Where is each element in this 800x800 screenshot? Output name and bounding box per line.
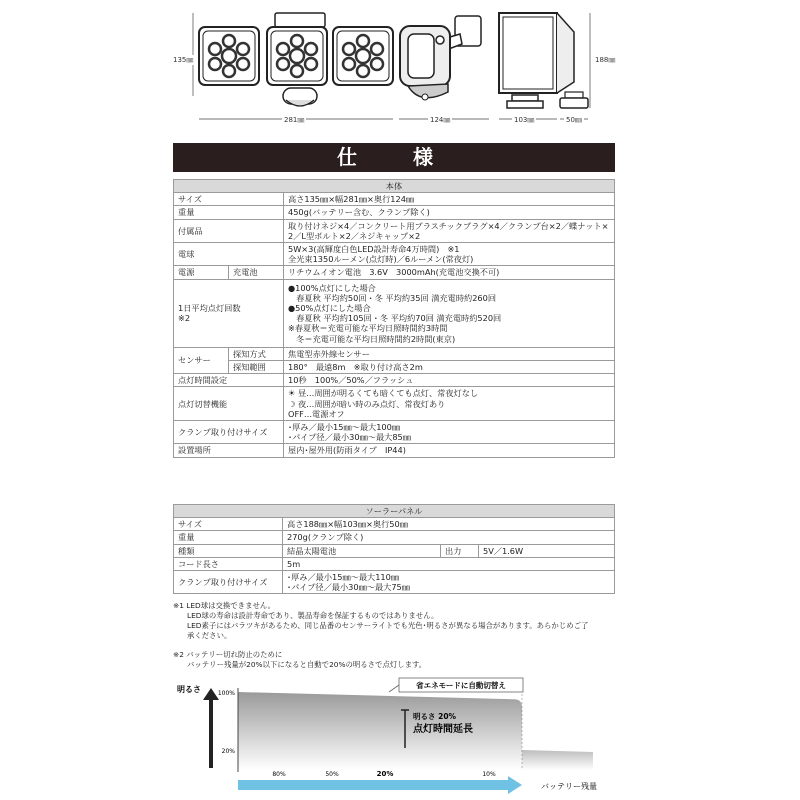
y-tick-label: 20% <box>221 748 235 755</box>
table-row <box>174 531 615 544</box>
row-label: 付属品 <box>174 219 284 242</box>
panel-width-label: 103㎜ <box>514 116 535 124</box>
clamp-line: ･厚み／最小15㎜～最大110㎜ <box>287 572 400 583</box>
row-value: 5m <box>283 557 615 570</box>
body-depth-label: 124㎜ <box>430 116 451 124</box>
body-height-label: 135㎜ <box>173 56 194 64</box>
table-row <box>174 347 615 360</box>
row-value: 5V／1.6W <box>479 544 615 557</box>
row-label: コード長さ <box>174 557 283 570</box>
row-label: 点灯時間設定 <box>174 374 284 387</box>
row-label: 重量 <box>174 206 284 219</box>
panel-height-label: 188㎜ <box>595 56 616 64</box>
row-label: クランプ取り付けサイズ <box>174 421 284 444</box>
area-full-brightness <box>238 692 522 770</box>
clamp-line: ･厚み／最小15㎜～最大100㎜ <box>288 422 401 433</box>
clamp-line: ･パイプ径／最小30㎜～最大75㎜ <box>287 582 410 593</box>
row-label: 種類 <box>174 544 283 557</box>
clamp-line: ･パイプ径／最小30㎜～最大85㎜ <box>288 432 411 443</box>
solar-spec-table <box>173 504 615 594</box>
brightness-chart-svg <box>173 670 615 800</box>
panel-depth-label: 50㎜ <box>566 116 582 124</box>
row-value: 270g(クランプ除く) <box>283 531 615 544</box>
note-line: バッテリー残量が20%以下になると自動で20%の明るさで点灯します。 <box>187 660 427 669</box>
row-value: 焦電型赤外線センサー <box>284 347 615 360</box>
accessories-line: 2／L型ボルト×2／ネジキャップ×2 <box>288 230 421 241</box>
table-row <box>174 444 615 457</box>
x-axis-label: バッテリー残量 <box>541 782 597 791</box>
switch-text: 昼…周囲が明るくても暗くても点灯、常夜灯なし <box>297 388 479 399</box>
y-axis-label: 明るさ <box>177 685 201 694</box>
chart-note: 点灯時間延長 <box>413 724 473 735</box>
table-row <box>174 518 615 531</box>
table-row <box>174 279 615 347</box>
table-row <box>174 557 615 570</box>
row-label <box>174 279 284 347</box>
note-line: ※1 LED球は交換できません。 <box>173 601 276 610</box>
brightness-chart <box>173 670 615 800</box>
note-line: LED球の寿命は設計寿命であり、製品寿命を保証するものではありません。 <box>187 611 439 620</box>
row-value <box>283 571 615 594</box>
footnote-2 <box>173 650 426 670</box>
row-label: 重量 <box>174 531 283 544</box>
callout-pointer <box>389 685 399 692</box>
row-label: サイズ <box>174 193 284 206</box>
table-row <box>174 544 615 557</box>
note-line: LED素子にはバラツキがあるため、同じ品番のセンサーライトでも光色･明るさが異なる場合があります。あらかじめご了 <box>187 621 589 630</box>
row-label: 電球 <box>174 243 284 266</box>
main-section-header: 本体 <box>174 180 615 193</box>
row-sublabel: 探知方式 <box>229 347 284 360</box>
product-drawings-svg <box>0 0 800 140</box>
solar-section-header: ソーラーパネル <box>174 505 615 518</box>
row-value: 結晶太陽電池 <box>283 544 441 557</box>
table-row <box>174 266 615 279</box>
side-view-drawing <box>400 16 481 100</box>
row-value <box>284 387 615 421</box>
bulb-line: 5W×3(高輝度白色LED設計寿命4万時間) ※1 <box>288 244 460 255</box>
table-row <box>174 571 615 594</box>
row-label: 設置場所 <box>174 444 284 457</box>
x-tick-label: 50% <box>325 771 339 778</box>
chart-note: 明るさ 20% <box>413 712 457 721</box>
row-label: クランプ取り付けサイズ <box>174 571 283 594</box>
y-axis-arrowhead <box>203 688 219 700</box>
table-row <box>174 374 615 387</box>
daily-label-line: 1日平均点灯回数 <box>178 303 241 314</box>
sun-icon: ☀ <box>288 388 296 399</box>
footnote-1 <box>173 601 588 641</box>
accessories-line: 取り付けネジ×4／コンクリート用プラスチックプラグ×4／クランプ台×2／蝶ナット× <box>288 220 609 231</box>
x-axis-arrowhead <box>508 776 522 794</box>
x-tick-label: 10% <box>482 771 496 778</box>
daily-line: 冬＝充電可能な平均日照時間約2時間(東京) <box>288 333 456 344</box>
daily-line: 春夏秋 平均約50回・冬 平均約35回 満充電時約260回 <box>288 292 497 303</box>
daily-line: ※春夏秋＝充電可能な平均日照時間約3時間 <box>288 323 448 334</box>
bulb-line: 全光束1350ルーメン(点灯時)／6ルーメン(常夜灯) <box>288 254 474 265</box>
row-value <box>284 421 615 444</box>
spec-title-bar: 仕 様 <box>173 143 615 172</box>
switch-line <box>288 399 610 409</box>
main-spec-table <box>173 179 615 458</box>
table-row <box>174 193 615 206</box>
row-value: 高さ188㎜×幅103㎜×奥行50㎜ <box>283 518 615 531</box>
moon-icon: ☽ <box>288 398 296 409</box>
table-row <box>174 180 615 193</box>
row-value: 高さ135㎜×幅281㎜×奥行124㎜ <box>284 193 615 206</box>
body-width-label: 281㎜ <box>284 116 305 124</box>
x-tick-label: 80% <box>272 771 286 778</box>
row-value <box>284 219 615 242</box>
row-sublabel: 充電池 <box>229 266 284 279</box>
table-row <box>174 219 615 242</box>
daily-line: ●50%点灯にした場合 <box>288 303 371 314</box>
area-eco-brightness <box>522 750 593 770</box>
daily-label-line: ※2 <box>178 313 191 324</box>
row-value <box>284 243 615 266</box>
note-line: ※2 バッテリー切れ防止のために <box>173 650 283 659</box>
row-label: サイズ <box>174 518 283 531</box>
table-row <box>174 361 615 374</box>
table-row <box>174 421 615 444</box>
product-dimension-drawings <box>0 0 800 140</box>
switch-text: 夜…周囲が暗い時のみ点灯、常夜灯あり <box>297 398 446 409</box>
table-row <box>174 505 615 518</box>
x-tick-label: 20% <box>376 770 394 778</box>
row-value: 屋内･屋外用(防雨タイプ IP44) <box>284 444 615 457</box>
solar-panel-drawing <box>499 13 588 108</box>
row-label: センサー <box>174 347 229 373</box>
switch-line <box>288 388 610 398</box>
y-tick-label: 100% <box>217 690 235 697</box>
table-row <box>174 243 615 266</box>
row-value: 10秒 100%／50%／フラッシュ <box>284 374 615 387</box>
daily-line: ●100%点灯にした場合 <box>288 282 376 293</box>
callout-text: 省エネモードに自動切替え <box>416 681 506 690</box>
table-row <box>174 387 615 421</box>
row-label: 点灯切替機能 <box>174 387 284 421</box>
front-view-drawing <box>199 13 393 106</box>
switch-line: OFF…電源オフ <box>288 408 345 419</box>
x-axis-bar <box>238 780 508 790</box>
row-value: 450g(バッテリー含む、クランプ除く) <box>284 206 615 219</box>
row-sublabel: 探知範囲 <box>229 361 284 374</box>
daily-line: 春夏秋 平均約105回・冬 平均約70回 満充電時約520回 <box>288 313 502 324</box>
row-sublabel: 出力 <box>441 544 479 557</box>
row-value: 180° 最遠8m ※取り付け高さ2m <box>284 361 615 374</box>
note-line: 承ください。 <box>187 631 232 640</box>
table-row <box>174 206 615 219</box>
row-value <box>284 279 615 347</box>
row-value: リチウムイオン電池 3.6V 3000mAh(充電池交換不可) <box>284 266 615 279</box>
row-label: 電源 <box>174 266 229 279</box>
